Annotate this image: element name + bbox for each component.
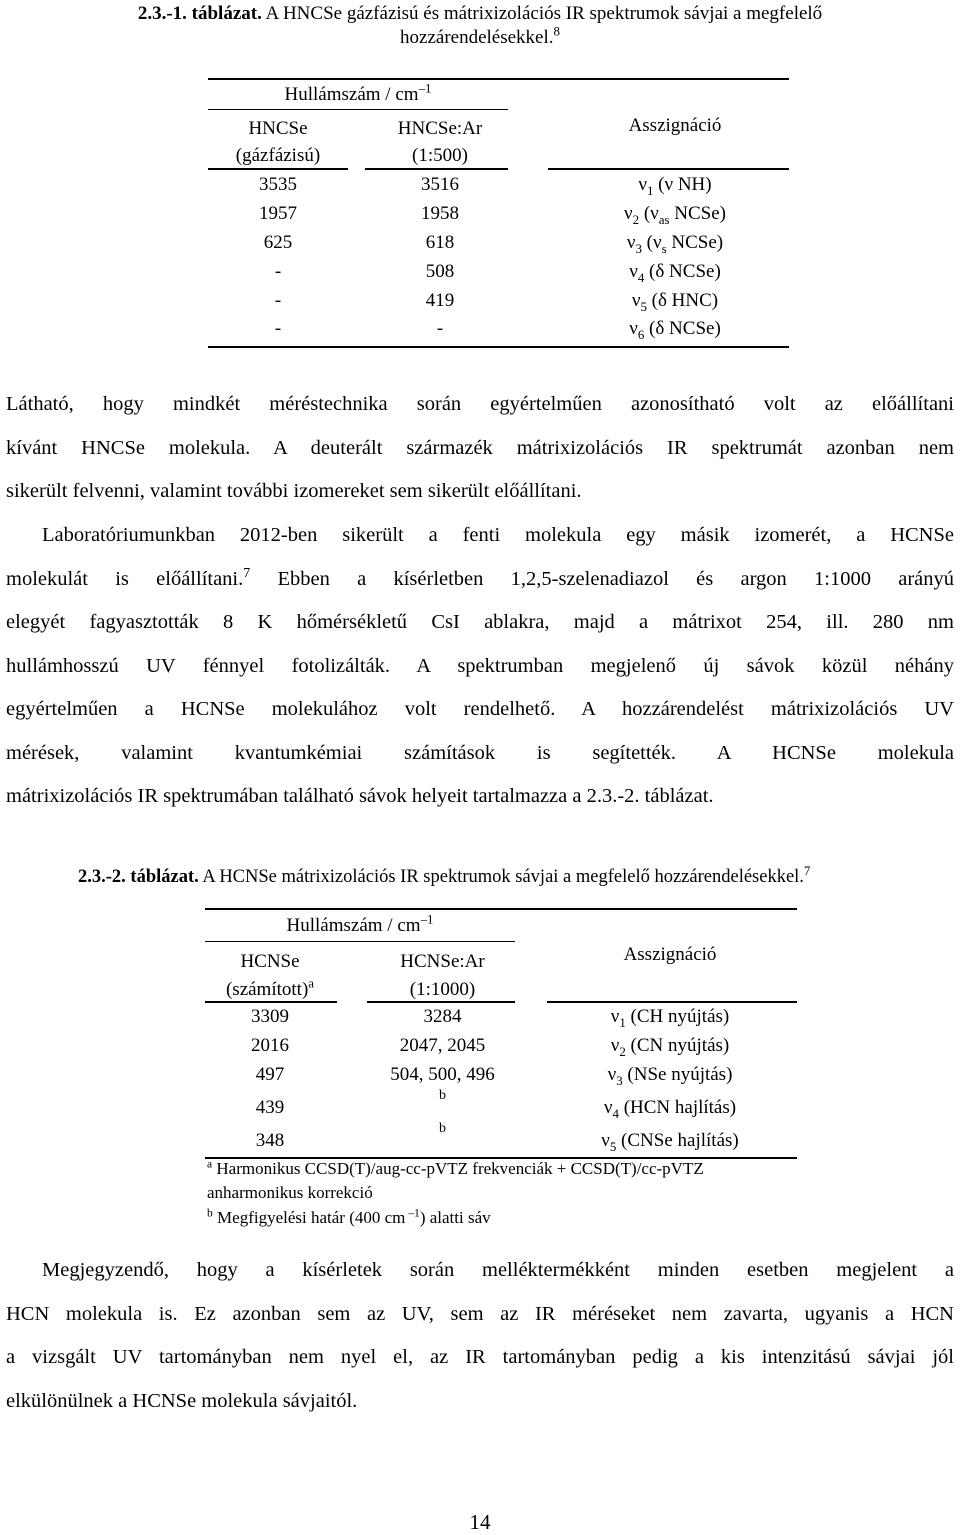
table1-header-rule-1	[208, 168, 348, 170]
footnote-a-text: Harmonikus CCSD(T)/aug-cc-pVTZ frekvenciák + CCSD(T)/cc-pVTZ	[212, 1159, 704, 1178]
table2-col-calc-sub	[205, 976, 335, 1004]
table1-col-gas-title: HNCSe	[248, 118, 308, 139]
col-sub-text: (számított)	[225, 979, 309, 1000]
table2-group-header-text: Hullámszám / cm	[286, 915, 421, 936]
table1-group-header-text: Hullámszám / cm	[284, 84, 419, 105]
table1-col-assign-header: Asszignáció	[628, 115, 722, 136]
nu-symbol: ν	[603, 1097, 613, 1118]
table1-row2-matrix: 1958	[421, 203, 459, 224]
nu-symbol: ν	[638, 174, 647, 195]
table1-row4-matrix: 508	[425, 261, 455, 282]
table1-group-header	[208, 80, 508, 106]
assign-text: (CNSe hajlítás)	[616, 1130, 739, 1151]
table1-row3-gas: 625	[263, 232, 293, 253]
table2-group-rule	[205, 941, 515, 942]
footnote-a-line2: anharmonikus korrekció	[207, 1183, 373, 1202]
assign-text: (δ NCSe)	[644, 318, 721, 339]
assign-text: (δ HNC)	[646, 290, 719, 311]
table2-col-calc-title: HCNSe	[240, 951, 300, 972]
nu-symbol: ν	[607, 1064, 617, 1085]
paragraph-line: a vizsgált UV tartományban nem nyel el, az IR tartományban pedig a kis intenzitású sávjai jól	[6, 1346, 954, 1368]
assign-pre: (ν	[639, 203, 659, 224]
table2-col-matrix-title: HCNSe:Ar	[400, 951, 485, 972]
table2-col-calc-header	[205, 948, 335, 1004]
table1-group-rule	[208, 109, 508, 110]
table1-caption-text: A HNCSe gázfázisú és mátrixizolációs IR spektrumok sávjai a megfelelő hozzárendelésekkel.	[261, 3, 823, 48]
paragraph-line: kívánt HNCSe molekula. A deuterált származék mátrixizolációs IR spektrumát azonban nem	[6, 436, 954, 459]
table2-header-rule-1	[205, 1001, 337, 1003]
table2-row5-calc: 348	[255, 1130, 285, 1151]
paragraph-line: sikerült felvenni, valamint további izomereket sem sikerült előállítani.	[6, 480, 582, 502]
table1-header-rule-3	[548, 168, 789, 170]
nu-symbol: ν	[626, 232, 636, 253]
table2-caption-ref: 7	[803, 863, 811, 878]
table1-row6-assign	[565, 318, 785, 340]
assign-pre: (ν	[641, 232, 662, 253]
assign-text: (CN nyújtás)	[625, 1035, 730, 1056]
nu-symbol: ν	[631, 290, 641, 311]
table1-row2-assign	[565, 203, 785, 225]
page-number: 14	[469, 1510, 491, 1534]
table2-row1-assign	[560, 1006, 780, 1028]
nu-index: 5	[640, 298, 647, 314]
assign-text: (HCN hajlítás)	[618, 1097, 737, 1118]
assign-text: NCSe)	[669, 203, 726, 224]
nu-symbol: ν	[601, 1130, 610, 1151]
table1-caption-ref: 8	[553, 23, 560, 39]
table2-footnote-a	[207, 1157, 704, 1205]
table1-row3-assign	[565, 232, 785, 254]
assign-text: (δ NCSe)	[644, 261, 721, 282]
table2-col-matrix-header	[365, 948, 520, 1004]
table1-bottom-rule	[208, 346, 789, 348]
paragraph-line: Laboratóriumunkban 2012-ben sikerült a fenti molekula egy másik izomerét, a HCNSe	[42, 524, 954, 546]
paragraph-line: elkülönülnek a HCNSe molekula sávjaitól.	[6, 1389, 358, 1412]
table1-col-matrix-sub: (1:500)	[412, 145, 468, 166]
paragraph-2	[6, 514, 954, 819]
table2-footnote-b	[207, 1206, 491, 1230]
footnote-a-ref: a	[308, 975, 315, 991]
nu-index: 2	[632, 211, 640, 227]
paragraph-line-with-ref	[6, 558, 954, 602]
nu-index: 1	[619, 1014, 626, 1030]
paragraph-line: Megjegyzendő, hogy a kísérletek során melléktermékként minden esetben megjelent a	[42, 1259, 954, 1281]
nu-index: 3	[616, 1072, 623, 1088]
table2-row5-matrix: b	[439, 1121, 446, 1136]
paragraph-3	[6, 1249, 954, 1423]
assign-sub: s	[661, 240, 667, 256]
line-text: molekulát is előállítani.	[6, 567, 244, 590]
table2-row4-assign	[560, 1097, 780, 1119]
table1-header-rule-2	[365, 168, 508, 170]
table2-top-rule	[205, 908, 797, 910]
table2-row3-matrix: 504, 500, 496	[390, 1064, 495, 1085]
nu-symbol: ν	[610, 1006, 620, 1027]
table2-caption-text: A HCNSe mátrixizolációs IR spektrumok sávjai a megfelelő hozzárendelésekkel.	[198, 867, 804, 887]
table2-row3-assign	[560, 1064, 780, 1086]
table2-row1-calc: 3309	[251, 1006, 289, 1027]
table1-row3-matrix: 618	[425, 232, 455, 253]
table2-caption	[78, 863, 811, 888]
table2-row5-assign	[560, 1130, 780, 1152]
nu-index: 1	[646, 182, 654, 198]
table2-row1-matrix: 3284	[423, 1006, 462, 1027]
table1-col-matrix-title: HNCSe:Ar	[397, 118, 483, 139]
footnote-a-mark: a	[207, 1157, 213, 1171]
table2-row4-calc: 439	[255, 1097, 285, 1118]
table2-row3-calc: 497	[255, 1064, 285, 1085]
footnote-b-text: Megfigyelési határ (400 cm	[212, 1208, 406, 1227]
nu-index: 4	[612, 1105, 619, 1121]
table1-caption	[120, 2, 840, 50]
table1-row1-matrix: 3516	[421, 174, 459, 195]
table2-header-rule-2	[367, 1001, 515, 1003]
nu-symbol: ν	[624, 203, 633, 224]
table1-row4-assign	[565, 261, 785, 283]
table1-col-gas-sub: (gázfázisú)	[235, 145, 321, 166]
table1-row5-gas: -	[274, 290, 282, 311]
table2-row2-assign	[560, 1035, 780, 1057]
table1-top-rule	[208, 78, 789, 80]
paragraph-line: elegyét fagyasztották 8 K hőmérsékletű CsI ablakra, majd a mátrixot 254, ill. 280 nm	[6, 611, 954, 633]
paragraph-line: Látható, hogy mindkét méréstechnika során egyértelműen azonosítható volt az előállítani	[6, 393, 954, 415]
assign-text: NCSe)	[666, 232, 724, 253]
table1-row5-matrix: 419	[425, 290, 455, 311]
table1-row2-gas: 1957	[259, 203, 297, 224]
reference-mark: 7	[243, 565, 251, 581]
paragraph-line: HCN molekula is. Ez azonban sem az UV, sem az IR méréseket nem zavarta, ugyanis a HCN	[6, 1302, 954, 1325]
assign-text: (NSe nyújtás)	[622, 1064, 733, 1085]
table1-caption-number: 2.3.-1. táblázat.	[137, 3, 262, 24]
nu-index: 5	[609, 1138, 617, 1154]
table2-header-rule-3	[547, 1001, 797, 1003]
table1-row1-gas: 3535	[259, 174, 297, 195]
nu-index: 2	[619, 1043, 626, 1059]
table1-row4-gas: -	[274, 261, 282, 282]
assign-text: (CH nyújtás)	[625, 1006, 730, 1027]
assign-sub: as	[658, 211, 670, 227]
table2-row2-calc: 2016	[251, 1035, 289, 1056]
table2-caption-number: 2.3.-2. táblázat.	[78, 867, 199, 887]
table1-row6-gas: -	[274, 318, 282, 339]
paragraph-line: hullámhosszú UV fénnyel fotolizálták. A spektrumban megjelenő új sávok közül néhány	[6, 654, 954, 677]
table1-col-matrix-header	[365, 115, 515, 169]
footnote-b-mark: b	[207, 1206, 213, 1220]
nu-index: 3	[635, 240, 642, 256]
paragraph-line: mérések, valamint kvantumkémiai számítások is segítették. A HCNSe molekula	[6, 741, 954, 764]
table1-col-gas-header	[208, 115, 348, 169]
table2-group-header	[205, 911, 515, 937]
nu-symbol: ν	[629, 261, 638, 282]
footnote-b-text-end: ) alatti sáv	[419, 1208, 491, 1227]
table2-col-matrix-sub: (1:1000)	[409, 979, 476, 1000]
table1-row6-matrix: -	[436, 318, 444, 339]
table1-row5-assign	[565, 290, 785, 312]
nu-symbol: ν	[610, 1035, 620, 1056]
table1-row1-assign	[565, 174, 785, 196]
table2-row4-matrix: b	[439, 1088, 446, 1103]
paragraph-line: egyértelműen a HCNSe molekulához volt rendelhető. A hozzárendelést mátrixizolációs UV	[6, 698, 954, 720]
footnote-a-line1	[207, 1157, 704, 1181]
assign-text: (ν NH)	[653, 174, 712, 195]
footnote-b-exp: –1	[405, 1206, 420, 1220]
table2-group-header-exp: –1	[420, 911, 434, 927]
table2-row2-matrix: 2047, 2045	[399, 1035, 486, 1056]
line-text: Ebben a kísérletben 1,2,5-szelenadiazol és argon 1:1000 arányú	[250, 567, 955, 590]
table1-group-header-exp: –1	[418, 80, 432, 96]
paragraph-line: mátrixizolációs IR spektrumában található sávok helyeit tartalmazza a 2.3.-2. táblázat.	[6, 785, 714, 807]
paragraph-1	[6, 383, 954, 514]
table2-col-assign-header: Asszignáció	[623, 944, 717, 965]
nu-symbol: ν	[629, 318, 638, 339]
nu-index: 6	[637, 326, 645, 342]
nu-index: 4	[637, 269, 645, 285]
